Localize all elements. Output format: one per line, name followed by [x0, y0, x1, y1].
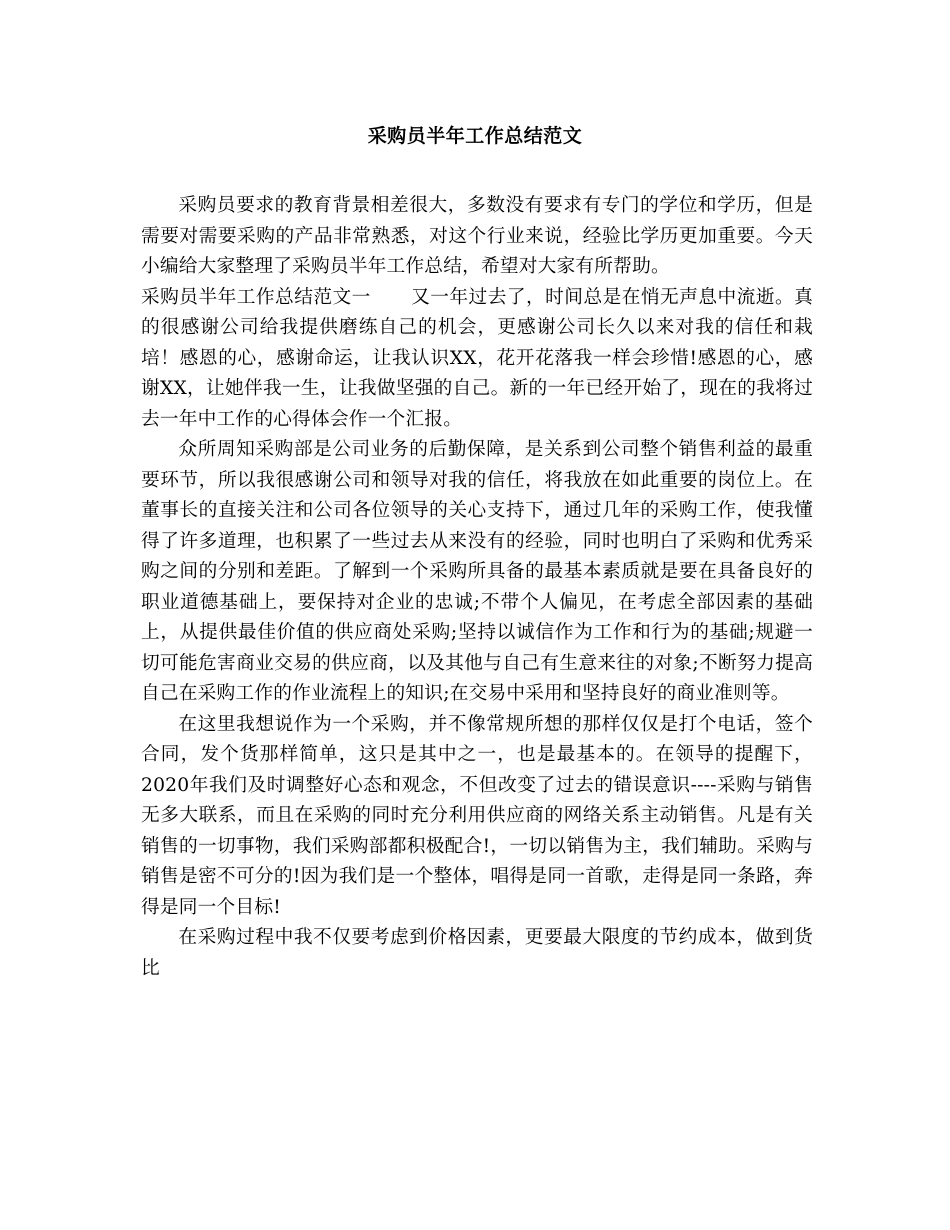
document-body [141, 191, 813, 984]
paragraph-purchasing-role: 众所周知采购部是公司业务的后勤保障，是关系到公司整个销售利益的最重要环节，所以我很感谢公司和领导对我的信任，将我放在如此重要的岗位上。在董事长的直接关注和公司各位领导的关心支持下，通过几年的采购工作，使我懂得了许多道理，也积累了一些过去从来没有的经验，同时也明白了采购和优秀采购之间的分别和差距。了解到一个采购所具备的最基本素质就是要在具备良好的职业道德基础上，要保持对企业的忠诚;不带个人偏见，在考虑全部因素的基础上，从提供最佳价值的供应商处采购;坚持以诚信作为工作和行为的基础;规避一切可能危害商业交易的供应商，以及其他与自己有生意来往的对象;不断努力提高自己在采购工作的作业流程上的知识;在交易中采用和坚持良好的商业准则等。 [141, 439, 813, 704]
paragraph-sales-cooperation: 在这里我想说作为一个采购，并不像常规所想的那样仅仅是打个电话，签个合同，发个货那样简单，这只是其中之一，也是最基本的。在领导的提醒下，2020年我们及时调整好心态和观念，不但改变了过去的错误意识----采购与销售无多大联系，而且在采购的同时充分利用供应商的网络关系主动销售。凡是有关销售的一切事物，我们采购部都积极配合!，一切以销售为主，我们辅助。采购与销售是密不可分的!因为我们是一个整体，唱得是同一首歌，走得是同一条路，奔得是同一个目标! [141, 713, 813, 918]
section-one-paragraph [141, 283, 813, 436]
section-one-text: 又一年过去了，时间总是在悄无声息中流逝。真的很感谢公司给我提供磨练自己的机会，更感谢公司长久以来对我的信任和栽培！感恩的心，感谢命运，让我认识XX，花开花落我一样会珍惜!感恩的心，感谢XX，让她伴我一生，让我做坚强的自己。新的一年已经开始了，现在的我将过去一年中工作的心得体会作一个汇报。 [141, 286, 814, 430]
section-one-heading: 采购员半年工作总结范文一 [141, 286, 371, 308]
paragraph-cost-saving: 在采购过程中我不仅要考虑到价格因素，更要最大限度的节约成本，做到货比 [141, 927, 813, 979]
intro-paragraph: 采购员要求的教育背景相差很大，多数没有要求有专门的学位和学历，但是需要对需要采购的产品非常熟悉，对这个行业来说，经验比学历更加重要。今天小编给大家整理了采购员半年工作总结，希望对大家有所帮助。 [141, 195, 813, 277]
document-title: 采购员半年工作总结范文 [367, 125, 583, 147]
